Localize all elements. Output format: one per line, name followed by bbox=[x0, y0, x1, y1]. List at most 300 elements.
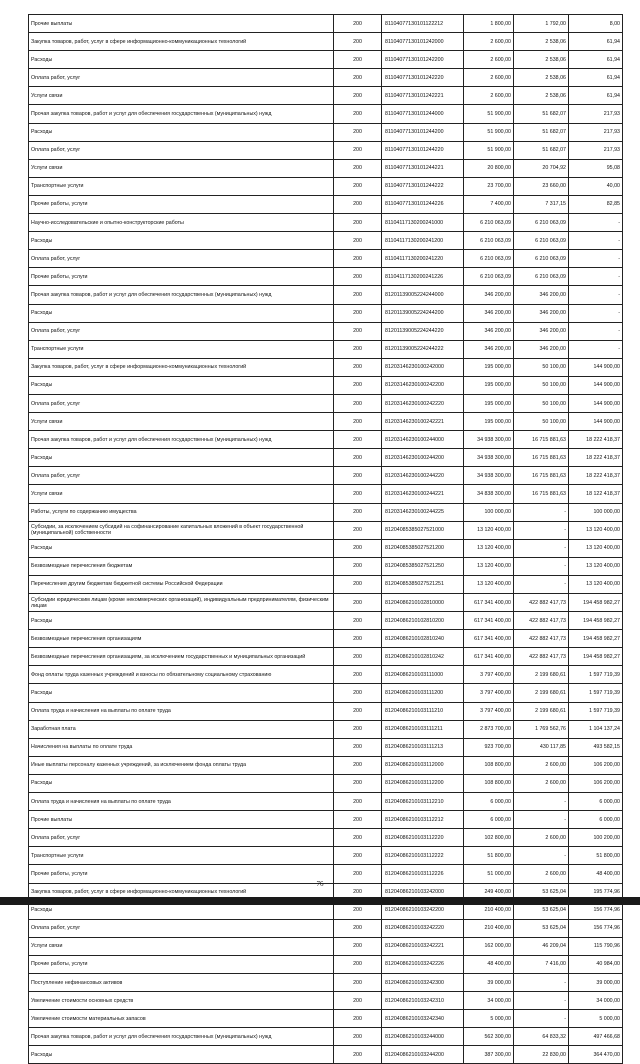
row-executed-cell: 6 210 063,09 bbox=[514, 214, 569, 232]
row-name-cell: Оплата работ, услуг bbox=[29, 141, 334, 159]
row-name-cell: Оплата труда и начисления на выплаты по оплате труда bbox=[29, 793, 334, 811]
row-line-code-cell: 200 bbox=[334, 123, 382, 141]
table-row bbox=[29, 15, 623, 33]
row-remainder-cell: - bbox=[569, 214, 623, 232]
row-budget-code-cell: 81204086210102810200 bbox=[382, 612, 464, 630]
row-approved-cell: 346 200,00 bbox=[464, 322, 514, 340]
row-budget-code-cell: 81204086210103242220 bbox=[382, 919, 464, 937]
row-line-code-cell: 200 bbox=[334, 304, 382, 322]
table-row bbox=[29, 575, 623, 593]
row-line-code-cell: 200 bbox=[334, 648, 382, 666]
row-budget-code-cell: 81104077130101122212 bbox=[382, 15, 464, 33]
table-row bbox=[29, 539, 623, 557]
row-line-code-cell: 200 bbox=[334, 159, 382, 177]
row-executed-cell: 422 882 417,73 bbox=[514, 630, 569, 648]
row-approved-cell: 6 000,00 bbox=[464, 811, 514, 829]
row-approved-cell: 51 900,00 bbox=[464, 141, 514, 159]
row-name-cell: Услуги связи bbox=[29, 159, 334, 177]
row-remainder-cell: 1 597 719,39 bbox=[569, 702, 623, 720]
row-executed-cell: 53 625,04 bbox=[514, 919, 569, 937]
row-executed-cell: - bbox=[514, 575, 569, 593]
row-executed-cell: 2 538,06 bbox=[514, 87, 569, 105]
row-approved-cell: 346 200,00 bbox=[464, 286, 514, 304]
row-approved-cell: 6 000,00 bbox=[464, 793, 514, 811]
row-remainder-cell: 34 000,00 bbox=[569, 992, 623, 1010]
row-remainder-cell: 106 200,00 bbox=[569, 774, 623, 792]
row-budget-code-cell: 81201139005224244000 bbox=[382, 286, 464, 304]
table-row bbox=[29, 268, 623, 286]
row-budget-code-cell: 81201139005224244220 bbox=[382, 322, 464, 340]
row-name-cell: Расходы bbox=[29, 612, 334, 630]
row-budget-code-cell: 81104077130101244220 bbox=[382, 141, 464, 159]
row-budget-code-cell: 81204085385027521251 bbox=[382, 575, 464, 593]
row-line-code-cell: 200 bbox=[334, 141, 382, 159]
row-remainder-cell: 144 900,00 bbox=[569, 376, 623, 394]
table-row bbox=[29, 431, 623, 449]
table-row bbox=[29, 720, 623, 738]
table-row bbox=[29, 521, 623, 539]
row-budget-code-cell: 81204086210103242221 bbox=[382, 937, 464, 955]
row-remainder-cell: 61,94 bbox=[569, 87, 623, 105]
row-budget-code-cell: 81203146230100244220 bbox=[382, 467, 464, 485]
row-budget-code-cell: 81204086210103111210 bbox=[382, 702, 464, 720]
row-executed-cell: 346 200,00 bbox=[514, 322, 569, 340]
table-row bbox=[29, 648, 623, 666]
row-remainder-cell: 497 466,68 bbox=[569, 1028, 623, 1046]
row-line-code-cell: 200 bbox=[334, 340, 382, 358]
row-remainder-cell: 1 597 719,39 bbox=[569, 684, 623, 702]
row-approved-cell: 108 800,00 bbox=[464, 756, 514, 774]
row-executed-cell: - bbox=[514, 811, 569, 829]
row-executed-cell: - bbox=[514, 521, 569, 539]
row-approved-cell: 51 000,00 bbox=[464, 865, 514, 883]
row-line-code-cell: 200 bbox=[334, 557, 382, 575]
row-line-code-cell: 200 bbox=[334, 774, 382, 792]
row-line-code-cell: 200 bbox=[334, 195, 382, 213]
row-approved-cell: 617 341 400,00 bbox=[464, 612, 514, 630]
row-executed-cell: - bbox=[514, 793, 569, 811]
row-name-cell: Безвозмездные перечисления организациям, за исключением государственных и муниципальных организаций bbox=[29, 648, 334, 666]
row-approved-cell: 6 210 063,09 bbox=[464, 268, 514, 286]
row-budget-code-cell: 81204085385027521200 bbox=[382, 539, 464, 557]
row-remainder-cell: 8,00 bbox=[569, 15, 623, 33]
row-remainder-cell: - bbox=[569, 232, 623, 250]
row-budget-code-cell: 81104077130101244222 bbox=[382, 177, 464, 195]
row-line-code-cell: 200 bbox=[334, 268, 382, 286]
row-budget-code-cell: 81204085385027521000 bbox=[382, 521, 464, 539]
row-budget-code-cell: 81104077130101244221 bbox=[382, 159, 464, 177]
row-remainder-cell: - bbox=[569, 340, 623, 358]
row-remainder-cell: 1 597 719,39 bbox=[569, 666, 623, 684]
row-remainder-cell: 18 122 418,37 bbox=[569, 485, 623, 503]
row-name-cell: Прочие работы, услуги bbox=[29, 195, 334, 213]
row-line-code-cell: 200 bbox=[334, 847, 382, 865]
row-line-code-cell: 200 bbox=[334, 485, 382, 503]
row-approved-cell: 562 300,00 bbox=[464, 1028, 514, 1046]
row-remainder-cell: 82,85 bbox=[569, 195, 623, 213]
row-name-cell: Увеличение стоимости материальных запасов bbox=[29, 1010, 334, 1028]
row-name-cell: Оплата работ, услуг bbox=[29, 467, 334, 485]
row-name-cell: Поступление нефинансовых активов bbox=[29, 973, 334, 991]
row-budget-code-cell: 81104117130200241220 bbox=[382, 250, 464, 268]
row-executed-cell: - bbox=[514, 557, 569, 575]
row-name-cell: Транспортные услуги bbox=[29, 340, 334, 358]
table-row bbox=[29, 413, 623, 431]
row-remainder-cell: 13 120 400,00 bbox=[569, 575, 623, 593]
row-line-code-cell: 200 bbox=[334, 105, 382, 123]
row-budget-code-cell: 81104077130101244000 bbox=[382, 105, 464, 123]
row-budget-code-cell: 81204086210103112210 bbox=[382, 793, 464, 811]
row-budget-code-cell: 81204086210103112220 bbox=[382, 829, 464, 847]
row-executed-cell: 422 882 417,73 bbox=[514, 594, 569, 612]
row-approved-cell: 210 400,00 bbox=[464, 901, 514, 919]
row-name-cell: Закупка товаров, работ, услуг в сфере информационно-коммуникационных технологий bbox=[29, 883, 334, 901]
row-approved-cell: 249 400,00 bbox=[464, 883, 514, 901]
row-remainder-cell: 40,00 bbox=[569, 177, 623, 195]
row-executed-cell: 46 209,04 bbox=[514, 937, 569, 955]
row-name-cell: Прочие выплаты bbox=[29, 15, 334, 33]
row-approved-cell: 39 000,00 bbox=[464, 973, 514, 991]
row-approved-cell: 3 797 400,00 bbox=[464, 702, 514, 720]
row-budget-code-cell: 81104077130101242221 bbox=[382, 87, 464, 105]
row-approved-cell: 2 600,00 bbox=[464, 69, 514, 87]
table-row bbox=[29, 340, 623, 358]
row-budget-code-cell: 81104077130101242200 bbox=[382, 51, 464, 69]
row-name-cell: Перечисления другим бюджетам бюджетной системы Российской Федерации bbox=[29, 575, 334, 593]
row-line-code-cell: 200 bbox=[334, 793, 382, 811]
row-approved-cell: 617 341 400,00 bbox=[464, 630, 514, 648]
row-budget-code-cell: 81204086210103112226 bbox=[382, 865, 464, 883]
row-executed-cell: 51 682,07 bbox=[514, 141, 569, 159]
row-executed-cell: 430 117,85 bbox=[514, 738, 569, 756]
row-name-cell: Прочие работы, услуги bbox=[29, 268, 334, 286]
row-executed-cell: 2 600,00 bbox=[514, 829, 569, 847]
row-budget-code-cell: 81204086210102810242 bbox=[382, 648, 464, 666]
row-budget-code-cell: 81203146230100242220 bbox=[382, 394, 464, 412]
row-remainder-cell: 115 790,96 bbox=[569, 937, 623, 955]
row-approved-cell: 51 900,00 bbox=[464, 105, 514, 123]
table-row bbox=[29, 973, 623, 991]
row-remainder-cell: 156 774,96 bbox=[569, 901, 623, 919]
table-row bbox=[29, 232, 623, 250]
row-line-code-cell: 200 bbox=[334, 413, 382, 431]
row-approved-cell: 13 120 400,00 bbox=[464, 575, 514, 593]
table-body bbox=[29, 15, 623, 1064]
row-line-code-cell: 200 bbox=[334, 87, 382, 105]
row-name-cell: Прочие работы, услуги bbox=[29, 955, 334, 973]
row-remainder-cell: 18 222 418,37 bbox=[569, 467, 623, 485]
table-row bbox=[29, 250, 623, 268]
row-remainder-cell: 61,94 bbox=[569, 33, 623, 51]
row-budget-code-cell: 81204086210103111000 bbox=[382, 666, 464, 684]
row-approved-cell: 5 000,00 bbox=[464, 1010, 514, 1028]
row-approved-cell: 23 700,00 bbox=[464, 177, 514, 195]
row-remainder-cell: 106 200,00 bbox=[569, 756, 623, 774]
row-line-code-cell: 200 bbox=[334, 901, 382, 919]
row-budget-code-cell: 81104117130200241200 bbox=[382, 232, 464, 250]
row-line-code-cell: 200 bbox=[334, 1046, 382, 1064]
row-budget-code-cell: 81104077130101242220 bbox=[382, 69, 464, 87]
row-approved-cell: 617 341 400,00 bbox=[464, 648, 514, 666]
row-name-cell: Транспортные услуги bbox=[29, 177, 334, 195]
row-remainder-cell: 156 774,96 bbox=[569, 919, 623, 937]
row-budget-code-cell: 81204086210102810000 bbox=[382, 594, 464, 612]
row-line-code-cell: 200 bbox=[334, 69, 382, 87]
row-approved-cell: 2 873 700,00 bbox=[464, 720, 514, 738]
row-budget-code-cell: 81204086210103242310 bbox=[382, 992, 464, 1010]
row-budget-code-cell: 81204086210103112200 bbox=[382, 774, 464, 792]
row-executed-cell: 23 660,00 bbox=[514, 177, 569, 195]
row-executed-cell: 346 200,00 bbox=[514, 304, 569, 322]
row-remainder-cell: 48 400,00 bbox=[569, 865, 623, 883]
row-remainder-cell: - bbox=[569, 268, 623, 286]
row-name-cell: Безвозмездные перечисления организациям bbox=[29, 630, 334, 648]
row-name-cell: Прочая закупка товаров, работ и услуг для обеспечения государственных (муниципальных) нужд bbox=[29, 431, 334, 449]
row-line-code-cell: 200 bbox=[334, 883, 382, 901]
row-approved-cell: 195 000,00 bbox=[464, 394, 514, 412]
row-remainder-cell: 144 900,00 bbox=[569, 394, 623, 412]
row-name-cell: Расходы bbox=[29, 449, 334, 467]
row-budget-code-cell: 81204086210103242200 bbox=[382, 901, 464, 919]
row-name-cell: Прочие работы, услуги bbox=[29, 865, 334, 883]
row-approved-cell: 1 800,00 bbox=[464, 15, 514, 33]
row-budget-code-cell: 81204086210103111211 bbox=[382, 720, 464, 738]
budget-table bbox=[28, 14, 623, 1064]
row-budget-code-cell: 81201139005224244200 bbox=[382, 304, 464, 322]
row-name-cell: Закупка товаров, работ, услуг в сфере информационно-коммуникационных технологий bbox=[29, 358, 334, 376]
row-remainder-cell: 217,93 bbox=[569, 105, 623, 123]
row-name-cell: Расходы bbox=[29, 304, 334, 322]
row-executed-cell: 346 200,00 bbox=[514, 286, 569, 304]
row-line-code-cell: 200 bbox=[334, 973, 382, 991]
row-remainder-cell: 13 120 400,00 bbox=[569, 557, 623, 575]
row-approved-cell: 108 800,00 bbox=[464, 774, 514, 792]
row-approved-cell: 162 000,00 bbox=[464, 937, 514, 955]
row-line-code-cell: 200 bbox=[334, 521, 382, 539]
row-name-cell: Расходы bbox=[29, 51, 334, 69]
row-executed-cell: - bbox=[514, 973, 569, 991]
row-line-code-cell: 200 bbox=[334, 503, 382, 521]
row-approved-cell: 6 210 063,09 bbox=[464, 250, 514, 268]
row-approved-cell: 6 210 063,09 bbox=[464, 214, 514, 232]
row-approved-cell: 2 600,00 bbox=[464, 51, 514, 69]
row-approved-cell: 13 120 400,00 bbox=[464, 521, 514, 539]
table-row bbox=[29, 105, 623, 123]
row-budget-code-cell: 81204086210103112000 bbox=[382, 756, 464, 774]
row-budget-code-cell: 81203146230100242221 bbox=[382, 413, 464, 431]
row-remainder-cell: 18 222 418,37 bbox=[569, 449, 623, 467]
row-line-code-cell: 200 bbox=[334, 376, 382, 394]
row-line-code-cell: 200 bbox=[334, 612, 382, 630]
row-line-code-cell: 200 bbox=[334, 322, 382, 340]
scan-bottom-edge bbox=[0, 897, 640, 905]
table-row bbox=[29, 286, 623, 304]
row-remainder-cell: - bbox=[569, 322, 623, 340]
table-row bbox=[29, 69, 623, 87]
row-line-code-cell: 200 bbox=[334, 756, 382, 774]
row-line-code-cell: 200 bbox=[334, 250, 382, 268]
row-approved-cell: 13 120 400,00 bbox=[464, 557, 514, 575]
row-remainder-cell: 5 000,00 bbox=[569, 1010, 623, 1028]
row-approved-cell: 617 341 400,00 bbox=[464, 594, 514, 612]
row-line-code-cell: 200 bbox=[334, 214, 382, 232]
row-executed-cell: 22 830,00 bbox=[514, 1046, 569, 1064]
row-name-cell: Прочая закупка товаров, работ и услуг для обеспечения государственных (муниципальных) нужд bbox=[29, 1028, 334, 1046]
row-name-cell: Расходы bbox=[29, 774, 334, 792]
table-row bbox=[29, 1010, 623, 1028]
table-row bbox=[29, 594, 623, 612]
row-approved-cell: 51 800,00 bbox=[464, 847, 514, 865]
row-approved-cell: 100 000,00 bbox=[464, 503, 514, 521]
row-executed-cell: 16 715 881,63 bbox=[514, 449, 569, 467]
table-row bbox=[29, 1028, 623, 1046]
table-row bbox=[29, 557, 623, 575]
row-line-code-cell: 200 bbox=[334, 449, 382, 467]
row-approved-cell: 34 000,00 bbox=[464, 992, 514, 1010]
table-row bbox=[29, 358, 623, 376]
row-budget-code-cell: 81204086210102810240 bbox=[382, 630, 464, 648]
row-executed-cell: 50 100,00 bbox=[514, 413, 569, 431]
row-remainder-cell: 194 458 982,27 bbox=[569, 630, 623, 648]
row-budget-code-cell: 81204086210103112212 bbox=[382, 811, 464, 829]
table-row bbox=[29, 955, 623, 973]
row-budget-code-cell: 81204085385027521250 bbox=[382, 557, 464, 575]
row-remainder-cell: 39 000,00 bbox=[569, 973, 623, 991]
row-line-code-cell: 200 bbox=[334, 702, 382, 720]
row-budget-code-cell: 81204086210103244200 bbox=[382, 1046, 464, 1064]
page-number: 76 bbox=[316, 880, 324, 888]
row-budget-code-cell: 81204086210103242000 bbox=[382, 883, 464, 901]
row-line-code-cell: 200 bbox=[334, 829, 382, 847]
row-budget-code-cell: 81204086210103242226 bbox=[382, 955, 464, 973]
table-row bbox=[29, 1046, 623, 1064]
table-row bbox=[29, 829, 623, 847]
table-row bbox=[29, 159, 623, 177]
row-executed-cell: 20 704,92 bbox=[514, 159, 569, 177]
row-line-code-cell: 200 bbox=[334, 467, 382, 485]
table-row bbox=[29, 992, 623, 1010]
row-approved-cell: 923 700,00 bbox=[464, 738, 514, 756]
row-remainder-cell: 40 984,00 bbox=[569, 955, 623, 973]
row-approved-cell: 34 838 300,00 bbox=[464, 485, 514, 503]
table-row bbox=[29, 630, 623, 648]
table-row bbox=[29, 123, 623, 141]
row-executed-cell: 2 600,00 bbox=[514, 774, 569, 792]
row-executed-cell: 1 792,00 bbox=[514, 15, 569, 33]
row-name-cell: Расходы bbox=[29, 123, 334, 141]
row-approved-cell: 387 300,00 bbox=[464, 1046, 514, 1064]
row-remainder-cell: 195 774,96 bbox=[569, 883, 623, 901]
row-name-cell: Услуги связи bbox=[29, 485, 334, 503]
row-executed-cell: 2 538,06 bbox=[514, 51, 569, 69]
row-budget-code-cell: 81204086210103112222 bbox=[382, 847, 464, 865]
row-approved-cell: 2 600,00 bbox=[464, 87, 514, 105]
table-row bbox=[29, 449, 623, 467]
row-name-cell: Субсидии юридическим лицам (кроме некоммерческих организаций), индивидуальным предпринимателям, физическим лицам bbox=[29, 594, 334, 612]
row-name-cell: Оплата работ, услуг bbox=[29, 394, 334, 412]
row-name-cell: Увеличение стоимости основных средств bbox=[29, 992, 334, 1010]
row-line-code-cell: 200 bbox=[334, 177, 382, 195]
table-row bbox=[29, 937, 623, 955]
row-name-cell: Расходы bbox=[29, 901, 334, 919]
row-remainder-cell: 144 900,00 bbox=[569, 413, 623, 431]
row-name-cell: Оплата работ, услуг bbox=[29, 322, 334, 340]
table-row bbox=[29, 738, 623, 756]
table-row bbox=[29, 195, 623, 213]
row-remainder-cell: 61,94 bbox=[569, 69, 623, 87]
row-executed-cell: 422 882 417,73 bbox=[514, 612, 569, 630]
row-name-cell: Услуги связи bbox=[29, 87, 334, 105]
row-remainder-cell: 217,93 bbox=[569, 141, 623, 159]
row-line-code-cell: 200 bbox=[334, 15, 382, 33]
row-remainder-cell: 194 458 982,27 bbox=[569, 594, 623, 612]
row-line-code-cell: 200 bbox=[334, 539, 382, 557]
row-remainder-cell: 144 900,00 bbox=[569, 358, 623, 376]
row-approved-cell: 20 800,00 bbox=[464, 159, 514, 177]
row-line-code-cell: 200 bbox=[334, 937, 382, 955]
row-approved-cell: 34 938 300,00 bbox=[464, 467, 514, 485]
row-executed-cell: 7 416,00 bbox=[514, 955, 569, 973]
row-executed-cell: 6 210 063,09 bbox=[514, 268, 569, 286]
row-line-code-cell: 200 bbox=[334, 865, 382, 883]
row-budget-code-cell: 81201139005224244222 bbox=[382, 340, 464, 358]
row-name-cell: Заработная плата bbox=[29, 720, 334, 738]
table-row bbox=[29, 793, 623, 811]
row-line-code-cell: 200 bbox=[334, 575, 382, 593]
row-executed-cell: 2 538,06 bbox=[514, 33, 569, 51]
row-name-cell: Прочие выплаты bbox=[29, 811, 334, 829]
row-name-cell: Субсидии, за исключением субсидий на софинансирование капитальных вложений в объект государственной (муниципальной) собственности bbox=[29, 521, 334, 539]
row-approved-cell: 346 200,00 bbox=[464, 340, 514, 358]
row-line-code-cell: 200 bbox=[334, 1028, 382, 1046]
table-row bbox=[29, 51, 623, 69]
row-name-cell: Оплата работ, услуг bbox=[29, 250, 334, 268]
row-executed-cell: 6 210 063,09 bbox=[514, 250, 569, 268]
row-executed-cell: 50 100,00 bbox=[514, 394, 569, 412]
table-row bbox=[29, 666, 623, 684]
row-approved-cell: 195 000,00 bbox=[464, 358, 514, 376]
row-name-cell: Расходы bbox=[29, 539, 334, 557]
row-remainder-cell: 364 470,00 bbox=[569, 1046, 623, 1064]
row-name-cell: Начисления на выплаты по оплате труда bbox=[29, 738, 334, 756]
table-row bbox=[29, 177, 623, 195]
row-executed-cell: 7 317,15 bbox=[514, 195, 569, 213]
row-name-cell: Прочая закупка товаров, работ и услуг для обеспечения государственных (муниципальных) нужд bbox=[29, 105, 334, 123]
row-approved-cell: 34 938 300,00 bbox=[464, 431, 514, 449]
row-approved-cell: 7 400,00 bbox=[464, 195, 514, 213]
row-approved-cell: 3 797 400,00 bbox=[464, 666, 514, 684]
row-approved-cell: 6 210 063,09 bbox=[464, 232, 514, 250]
table-row bbox=[29, 376, 623, 394]
row-name-cell: Иные выплаты персоналу казенных учреждений, за исключением фонда оплаты труда bbox=[29, 756, 334, 774]
row-executed-cell: - bbox=[514, 503, 569, 521]
row-executed-cell: 53 625,04 bbox=[514, 883, 569, 901]
table-row bbox=[29, 612, 623, 630]
table-row bbox=[29, 141, 623, 159]
row-approved-cell: 2 600,00 bbox=[464, 33, 514, 51]
row-line-code-cell: 200 bbox=[334, 594, 382, 612]
row-executed-cell: - bbox=[514, 1010, 569, 1028]
row-line-code-cell: 200 bbox=[334, 431, 382, 449]
row-executed-cell: 16 715 881,63 bbox=[514, 431, 569, 449]
row-executed-cell: 2 538,06 bbox=[514, 69, 569, 87]
table-row bbox=[29, 485, 623, 503]
row-approved-cell: 3 797 400,00 bbox=[464, 684, 514, 702]
row-name-cell: Оплата работ, услуг bbox=[29, 69, 334, 87]
row-name-cell: Оплата работ, услуг bbox=[29, 919, 334, 937]
row-remainder-cell: 194 458 982,27 bbox=[569, 648, 623, 666]
row-executed-cell: - bbox=[514, 992, 569, 1010]
